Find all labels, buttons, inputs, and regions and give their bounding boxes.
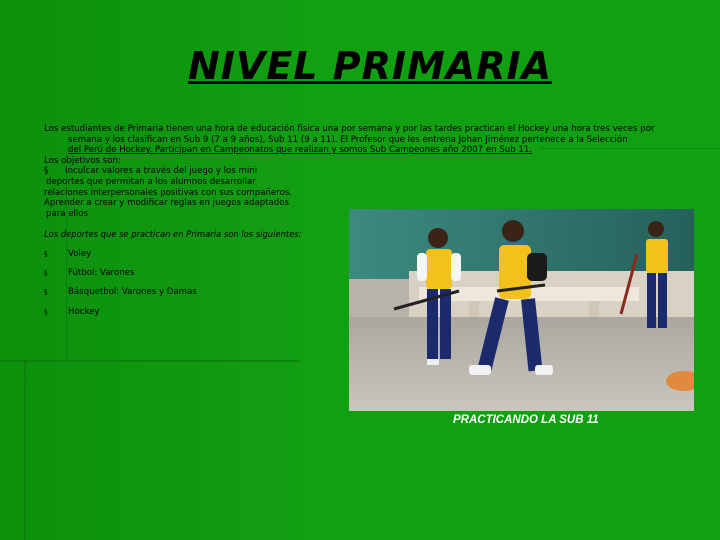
hockey-photo xyxy=(349,209,694,411)
photo-illustration xyxy=(349,209,694,411)
bullet-icon: § xyxy=(44,166,49,177)
sport-label: Básquetbol: Varones y Damas xyxy=(68,287,197,297)
objective-item xyxy=(44,166,664,177)
paragraph-line: Los estudiantes de Primaria tienen una hora de educación física una por semana y por las tardes practican el Hockey una hora tres veces por xyxy=(44,124,655,134)
objective-text: relaciones interpersonales positivas con sus compañeros. xyxy=(44,187,293,198)
slide-title: NIVEL PRIMARIA xyxy=(187,44,553,88)
list-item xyxy=(44,307,100,317)
objective-text: deportes que permitan a los alumnos desarrollar xyxy=(46,176,256,187)
objective-text: para ellos xyxy=(46,208,89,219)
sport-label: Voley xyxy=(68,249,92,259)
photo-caption: PRACTICANDO LA SUB 11 xyxy=(453,414,599,426)
intro-paragraph xyxy=(44,124,664,219)
list-item xyxy=(44,268,134,278)
bullet-icon: § xyxy=(44,250,48,258)
bullet-icon: § xyxy=(44,269,48,277)
sport-label: Fútbol: Varones xyxy=(68,268,135,278)
bullet-icon: § xyxy=(44,308,48,316)
decorative-vertical-line xyxy=(24,360,26,540)
bullet-icon: § xyxy=(44,288,48,296)
sports-intro: Los deportes que se practican en Primaria son los siguientes: xyxy=(44,229,302,239)
decorative-horizontal-line xyxy=(0,360,300,362)
objective-text: Inculcar valores a través del juego y los mini xyxy=(65,166,258,177)
paragraph-line: semana y los clasifican en Sub 9 (7 a 9 años), Sub 11 (9 a 11). El Profesor que les entrena Johan Jiménez pertenece a la Selección xyxy=(68,134,628,145)
list-item xyxy=(44,287,197,297)
objectives-label: Los objetivos son: xyxy=(44,155,121,166)
list-item xyxy=(44,249,91,259)
paragraph-line: del Perú de Hockey. Participan en Campeonatos que realizan y somos Sub Campeones año 2007 en Sub 11. xyxy=(68,145,533,156)
sport-label: Hockey xyxy=(68,307,100,317)
objective-text: Aprender a crear y modificar reglas en juegos adaptados xyxy=(44,198,289,209)
